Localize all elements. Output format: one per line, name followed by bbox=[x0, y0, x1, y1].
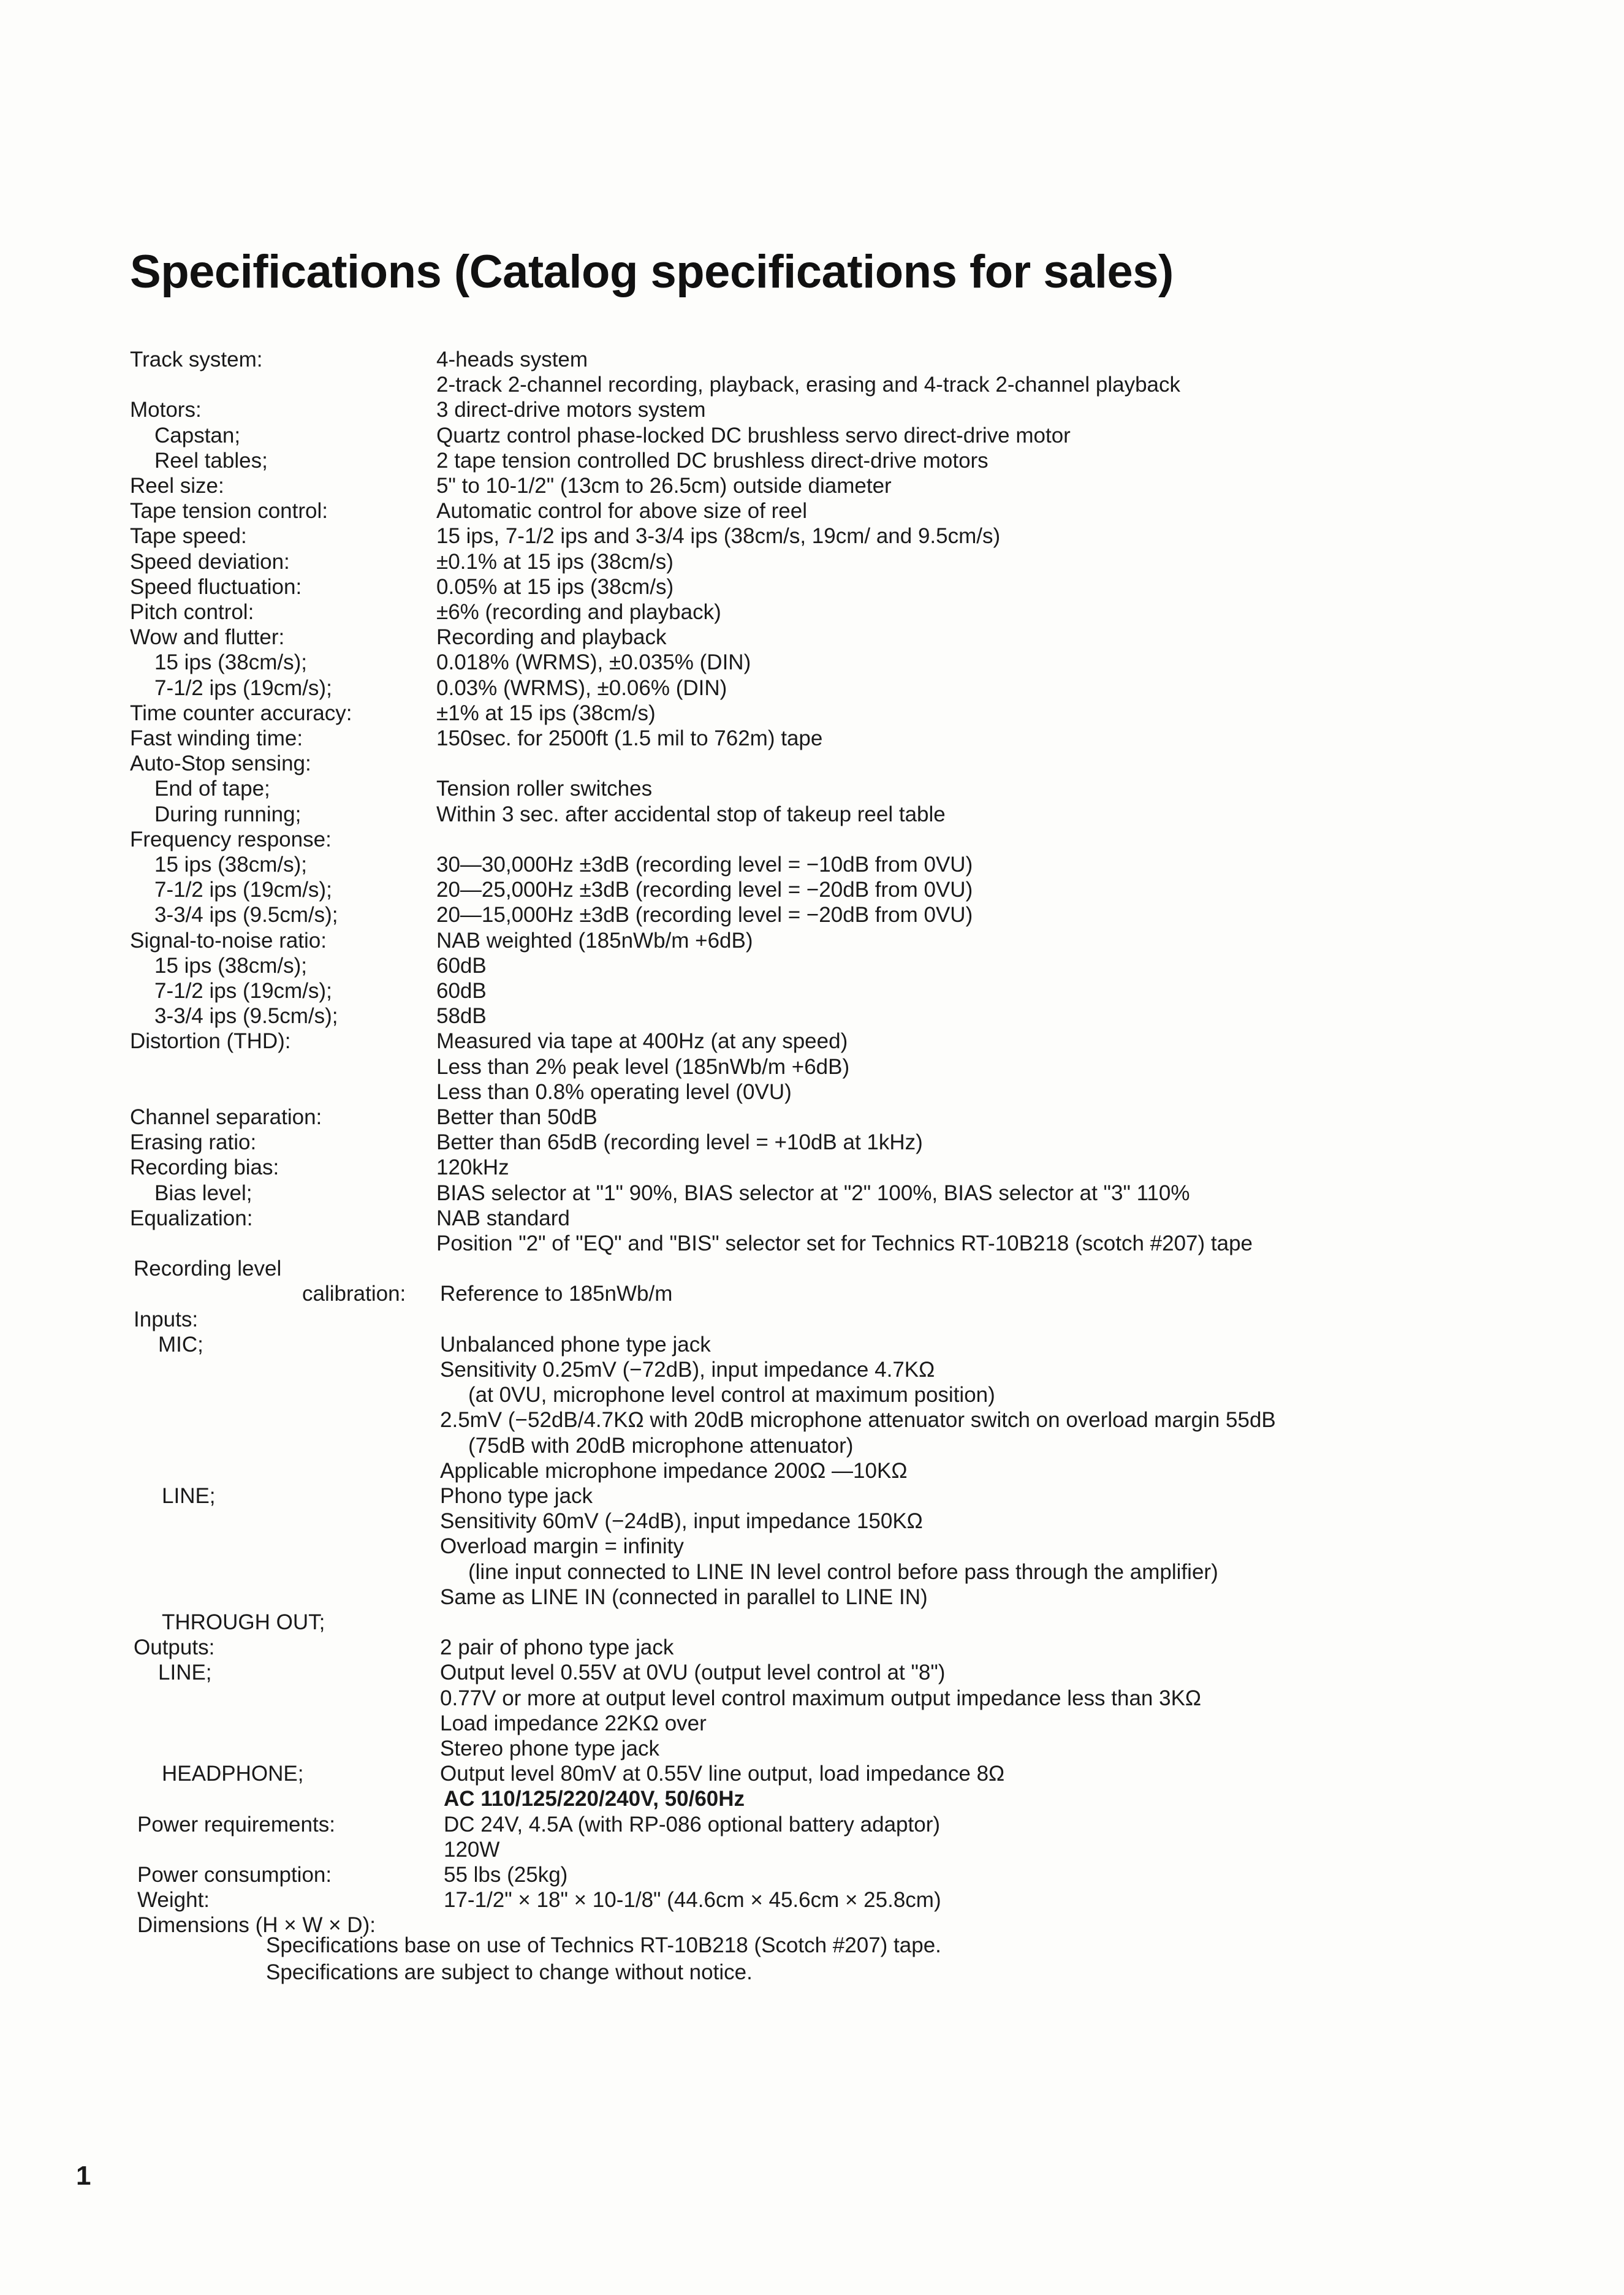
spec-label: End of tape; bbox=[154, 777, 270, 801]
spec-label: 15 ips (38cm/s); bbox=[154, 650, 307, 675]
spec-label: Fast winding time: bbox=[130, 726, 303, 750]
spec-value: 20—25,000Hz ±3dB (recording level = −20dB from 0VU) bbox=[436, 878, 973, 902]
spec-label: HEADPHONE; bbox=[162, 1762, 304, 1786]
spec-label: Track system: bbox=[130, 348, 263, 371]
spec-value: 0.03% (WRMS), ±0.06% (DIN) bbox=[436, 676, 727, 700]
spec-value: (at 0VU, microphone level control at maximum position) bbox=[468, 1383, 995, 1407]
spec-value: Stereo phone type jack bbox=[440, 1737, 660, 1760]
spec-label: 15 ips (38cm/s); bbox=[154, 853, 307, 877]
spec-label: 7-1/2 ips (19cm/s); bbox=[154, 979, 332, 1003]
spec-value: (line input connected to LINE IN level control before pass through the amplifier) bbox=[468, 1559, 1218, 1584]
spec-label: During running; bbox=[154, 802, 302, 826]
spec-label: 7-1/2 ips (19cm/s); bbox=[154, 878, 332, 902]
footnote-usage: Specifications base on use of Technics RT-10B218 (Scotch #207) tape. bbox=[266, 1933, 941, 1957]
spec-value: Less than 0.8% operating level (0VU) bbox=[436, 1079, 792, 1104]
spec-value: BIAS selector at "1" 90%, BIAS selector at "2" 100%, BIAS selector at "3" 110% bbox=[436, 1181, 1190, 1205]
spec-value: NAB standard bbox=[436, 1206, 570, 1230]
spec-value: Better than 65dB (recording level = +10dB at 1kHz) bbox=[436, 1130, 923, 1155]
spec-label: Speed deviation: bbox=[130, 549, 290, 574]
spec-label: Wow and flutter: bbox=[130, 625, 285, 650]
spec-value: Same as LINE IN (connected in parallel to LINE IN) bbox=[440, 1585, 928, 1609]
spec-value: Position "2" of "EQ" and "BIS" selector set for Technics RT-10B218 (scotch #207) tape bbox=[436, 1231, 1253, 1255]
spec-label: Recording level bbox=[134, 1257, 282, 1281]
spec-value: Load impedance 22KΩ over bbox=[440, 1711, 707, 1735]
spec-value: 60dB bbox=[436, 953, 487, 978]
page-number: 1 bbox=[76, 2161, 91, 2191]
spec-label: Recording bias: bbox=[130, 1155, 279, 1180]
spec-value: 4-heads system bbox=[436, 348, 588, 371]
spec-value: 55 lbs (25kg) bbox=[444, 1863, 568, 1887]
spec-label: Power consumption: bbox=[137, 1863, 332, 1887]
spec-label: Tape tension control: bbox=[130, 499, 328, 523]
footnote-change-notice: Specifications are subject to change without notice. bbox=[266, 1960, 753, 1984]
spec-value: Better than 50dB bbox=[436, 1105, 598, 1129]
spec-value: ±1% at 15 ips (38cm/s) bbox=[436, 701, 656, 725]
spec-label: Dimensions (H × W × D): bbox=[137, 1913, 376, 1938]
spec-value: Applicable microphone impedance 200Ω —10KΩ bbox=[440, 1458, 908, 1483]
spec-label: Reel size: bbox=[130, 474, 224, 498]
spec-label: Capstan; bbox=[154, 423, 241, 447]
spec-label: LINE; bbox=[162, 1484, 216, 1508]
spec-value: 58dB bbox=[436, 1004, 487, 1029]
spec-label: THROUGH OUT; bbox=[162, 1610, 325, 1634]
spec-value: Tension roller switches bbox=[436, 777, 653, 801]
spec-label: Pitch control: bbox=[130, 600, 254, 624]
spec-value: 3 direct-drive motors system bbox=[436, 398, 706, 422]
spec-value: Overload margin = infinity bbox=[440, 1534, 684, 1559]
spec-label: Channel separation: bbox=[130, 1105, 322, 1129]
spec-value: Measured via tape at 400Hz (at any speed) bbox=[436, 1029, 848, 1054]
spec-value: 20—15,000Hz ±3dB (recording level = −20dB from 0VU) bbox=[436, 903, 973, 927]
spec-label: Reel tables; bbox=[154, 448, 268, 473]
spec-label: Erasing ratio: bbox=[130, 1130, 257, 1155]
spec-label: Tape speed: bbox=[130, 524, 247, 549]
spec-value: 0.77V or more at output level control maximum output impedance less than 3KΩ bbox=[440, 1686, 1202, 1710]
spec-value: Reference to 185nWb/m bbox=[440, 1282, 673, 1306]
spec-label: 3-3/4 ips (9.5cm/s); bbox=[154, 1004, 338, 1029]
spec-label: Time counter accuracy: bbox=[130, 701, 352, 725]
spec-label: Speed fluctuation: bbox=[130, 574, 302, 599]
spec-value: AC 110/125/220/240V, 50/60Hz bbox=[444, 1787, 745, 1811]
spec-label: Power requirements: bbox=[137, 1812, 335, 1836]
spec-value: Within 3 sec. after accidental stop of takeup reel table bbox=[436, 802, 946, 826]
spec-value: Output level 80mV at 0.55V line output, load impedance 8Ω bbox=[440, 1762, 1005, 1786]
spec-value: 2-track 2-channel recording, playback, erasing and 4-track 2-channel playback bbox=[436, 373, 1180, 397]
spec-value: ±0.1% at 15 ips (38cm/s) bbox=[436, 549, 674, 574]
spec-value: Less than 2% peak level (185nWb/m +6dB) bbox=[436, 1054, 850, 1079]
spec-value: 0.018% (WRMS), ±0.035% (DIN) bbox=[436, 650, 751, 675]
spec-value: 0.05% at 15 ips (38cm/s) bbox=[436, 574, 674, 599]
spec-value: 30—30,000Hz ±3dB (recording level = −10dB from 0VU) bbox=[436, 853, 973, 877]
spec-value: 15 ips, 7-1/2 ips and 3-3/4 ips (38cm/s, 19cm/ and 9.5cm/s) bbox=[436, 524, 1001, 549]
spec-value: Output level 0.55V at 0VU (output level control at "8") bbox=[440, 1661, 946, 1685]
spec-value: Quartz control phase-locked DC brushless servo direct-drive motor bbox=[436, 423, 1071, 447]
spec-label: Outputs: bbox=[134, 1635, 215, 1660]
spec-value: Sensitivity 0.25mV (−72dB), input impedance 4.7KΩ bbox=[440, 1358, 935, 1382]
spec-value: 2.5mV (−52dB/4.7KΩ with 20dB microphone attenuator switch on overload margin 55dB bbox=[440, 1408, 1276, 1433]
spec-value: 2 tape tension controlled DC brushless direct-drive motors bbox=[436, 448, 988, 473]
spec-value: 17-1/2" × 18" × 10-1/8" (44.6cm × 45.6cm × 25.8cm) bbox=[444, 1888, 941, 1913]
spec-label: Weight: bbox=[137, 1888, 210, 1913]
spec-value: Phono type jack bbox=[440, 1484, 593, 1508]
spec-label: calibration: bbox=[302, 1282, 406, 1306]
spec-label: Signal-to-noise ratio: bbox=[130, 928, 327, 953]
spec-label: Auto-Stop sensing: bbox=[130, 752, 311, 776]
spec-value: Unbalanced phone type jack bbox=[440, 1332, 711, 1357]
spec-label: Distortion (THD): bbox=[130, 1029, 291, 1054]
spec-value: DC 24V, 4.5A (with RP-086 optional battery adaptor) bbox=[444, 1812, 941, 1836]
spec-label: Motors: bbox=[130, 398, 202, 422]
spec-label: MIC; bbox=[158, 1332, 203, 1357]
spec-value: Sensitivity 60mV (−24dB), input impedance 150KΩ bbox=[440, 1509, 923, 1534]
spec-value: Recording and playback bbox=[436, 625, 667, 650]
spec-label: Bias level; bbox=[154, 1181, 252, 1205]
spec-value: ±6% (recording and playback) bbox=[436, 600, 721, 624]
spec-value: 5" to 10-1/2" (13cm to 26.5cm) outside diameter bbox=[436, 474, 892, 498]
spec-label: Inputs: bbox=[134, 1307, 199, 1331]
spec-value: 120W bbox=[444, 1837, 500, 1862]
spec-label: 3-3/4 ips (9.5cm/s); bbox=[154, 903, 338, 927]
spec-value: 150sec. for 2500ft (1.5 mil to 762m) tape bbox=[436, 726, 823, 750]
spec-value: NAB weighted (185nWb/m +6dB) bbox=[436, 928, 753, 953]
spec-value: 120kHz bbox=[436, 1155, 509, 1180]
spec-value: 2 pair of phono type jack bbox=[440, 1635, 674, 1660]
page-title: Specifications (Catalog specifications for sales) bbox=[130, 246, 1174, 298]
spec-label: Equalization: bbox=[130, 1206, 253, 1230]
spec-value: Automatic control for above size of reel bbox=[436, 499, 808, 523]
spec-label: LINE; bbox=[158, 1661, 212, 1685]
spec-label: 7-1/2 ips (19cm/s); bbox=[154, 676, 332, 700]
spec-label: 15 ips (38cm/s); bbox=[154, 953, 307, 978]
spec-value: (75dB with 20dB microphone attenuator) bbox=[468, 1433, 854, 1458]
spec-label: Frequency response: bbox=[130, 827, 332, 851]
spec-value: 60dB bbox=[436, 979, 487, 1003]
